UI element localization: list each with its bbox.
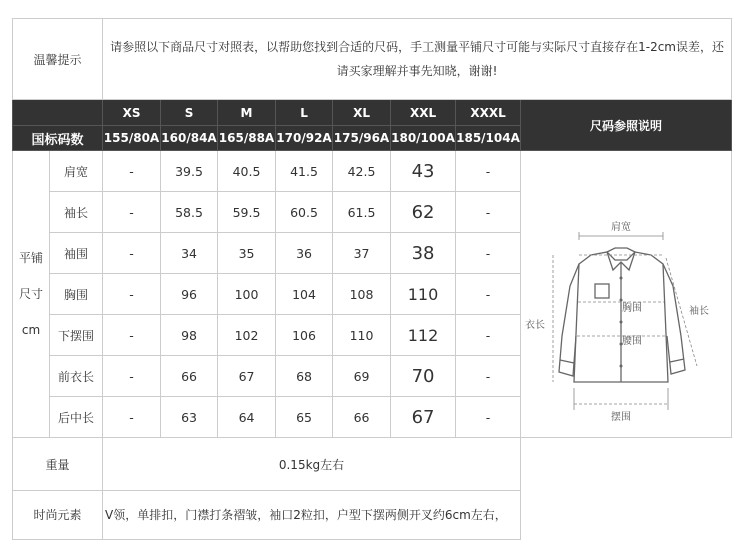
cell: 39.5 <box>161 151 218 192</box>
cell: 60.5 <box>276 192 333 233</box>
cell: 65 <box>276 397 333 438</box>
cell: 98 <box>161 315 218 356</box>
cell: 63 <box>161 397 218 438</box>
cell: 67 <box>391 397 456 438</box>
cell: 110 <box>333 315 391 356</box>
label-chest: 胸围 <box>622 303 643 314</box>
size-xxl: XXL <box>391 100 456 126</box>
measurement-group-label <box>13 151 50 438</box>
cell: 104 <box>276 274 333 315</box>
cell: 42.5 <box>333 151 391 192</box>
standard-s: 160/84A <box>161 126 218 151</box>
cell: 61.5 <box>333 192 391 233</box>
cell: 112 <box>391 315 456 356</box>
cell: - <box>456 274 521 315</box>
cell: 108 <box>333 274 391 315</box>
size-header-row <box>13 100 732 126</box>
row-label: 肩宽 <box>50 151 103 192</box>
row-label: 下摆围 <box>50 315 103 356</box>
standard-xs: 155/80A <box>103 126 161 151</box>
cell: 59.5 <box>218 192 276 233</box>
label-length: 衣长 <box>525 320 546 331</box>
cell: - <box>103 315 161 356</box>
shirt-diagram-cell <box>521 151 732 438</box>
cell: - <box>456 151 521 192</box>
size-xs: XS <box>103 100 161 126</box>
standard-xxl: 180/100A <box>391 126 456 151</box>
cell: 69 <box>333 356 391 397</box>
standard-m: 165/88A <box>218 126 276 151</box>
cell: - <box>456 356 521 397</box>
size-l: L <box>276 100 333 126</box>
cell: 41.5 <box>276 151 333 192</box>
cell: 58.5 <box>161 192 218 233</box>
cell: - <box>103 356 161 397</box>
cell: 40.5 <box>218 151 276 192</box>
cell: 100 <box>218 274 276 315</box>
description-header: 尺码参照说明 <box>521 100 732 151</box>
cell: - <box>103 274 161 315</box>
cell: 102 <box>218 315 276 356</box>
standard-label: 国标码数 <box>13 126 103 151</box>
size-chart-table <box>12 18 732 540</box>
cell: - <box>456 233 521 274</box>
cell: 66 <box>161 356 218 397</box>
cell: 110 <box>391 274 456 315</box>
row-label: 袖长 <box>50 192 103 233</box>
label-waist: 腰围 <box>622 336 643 347</box>
cell: 36 <box>276 233 333 274</box>
header-corner <box>13 100 103 126</box>
size-m: M <box>218 100 276 126</box>
shirt-diagram <box>521 154 721 434</box>
row-label: 胸围 <box>50 274 103 315</box>
tip-text: 请参照以下商品尺寸对照表，以帮助您找到合适的尺码，手工测量平铺尺寸可能与实际尺寸直接存在1-2cm误差，还请买家理解并事先知晓，谢谢! <box>103 19 732 100</box>
cell: 64 <box>218 397 276 438</box>
fashion-value: V领，单排扣，门襟打条褶皱，袖口2粒扣，户型下摆两侧开叉约6cm左右， <box>103 491 521 540</box>
fashion-row <box>13 491 732 540</box>
table-row <box>13 151 732 192</box>
cell: 67 <box>218 356 276 397</box>
cell: 66 <box>333 397 391 438</box>
tip-label: 温馨提示 <box>13 19 103 100</box>
cell: 38 <box>391 233 456 274</box>
fashion-label: 时尚元素 <box>13 491 103 540</box>
label-sleeve: 袖长 <box>689 306 710 317</box>
cell: - <box>456 315 521 356</box>
cell: - <box>103 233 161 274</box>
cell: 106 <box>276 315 333 356</box>
group-label-line: 平铺 <box>18 251 43 265</box>
row-label: 后中长 <box>50 397 103 438</box>
weight-value: 0.15kg左右 <box>103 438 521 491</box>
cell: - <box>456 192 521 233</box>
group-label-line: cm <box>21 323 41 337</box>
cell: 62 <box>391 192 456 233</box>
standard-xxxl: 185/104A <box>456 126 521 151</box>
size-s: S <box>161 100 218 126</box>
cell: 43 <box>391 151 456 192</box>
weight-label: 重量 <box>13 438 103 491</box>
cell: 96 <box>161 274 218 315</box>
cell: 70 <box>391 356 456 397</box>
cell: 37 <box>333 233 391 274</box>
cell: 35 <box>218 233 276 274</box>
standard-xl: 175/96A <box>333 126 391 151</box>
cell: - <box>103 192 161 233</box>
standard-l: 170/92A <box>276 126 333 151</box>
label-shoulder: 肩宽 <box>611 222 632 233</box>
size-xxxl: XXXL <box>456 100 521 126</box>
cell: - <box>456 397 521 438</box>
cell: 68 <box>276 356 333 397</box>
row-label: 前衣长 <box>50 356 103 397</box>
label-hem: 摆围 <box>611 412 632 423</box>
cell: - <box>103 397 161 438</box>
right-sleeve <box>663 264 685 374</box>
cell: 34 <box>161 233 218 274</box>
size-xl: XL <box>333 100 391 126</box>
cell: - <box>103 151 161 192</box>
row-label: 袖围 <box>50 233 103 274</box>
group-label-line: 尺寸 <box>18 287 43 301</box>
weight-row <box>13 438 732 491</box>
